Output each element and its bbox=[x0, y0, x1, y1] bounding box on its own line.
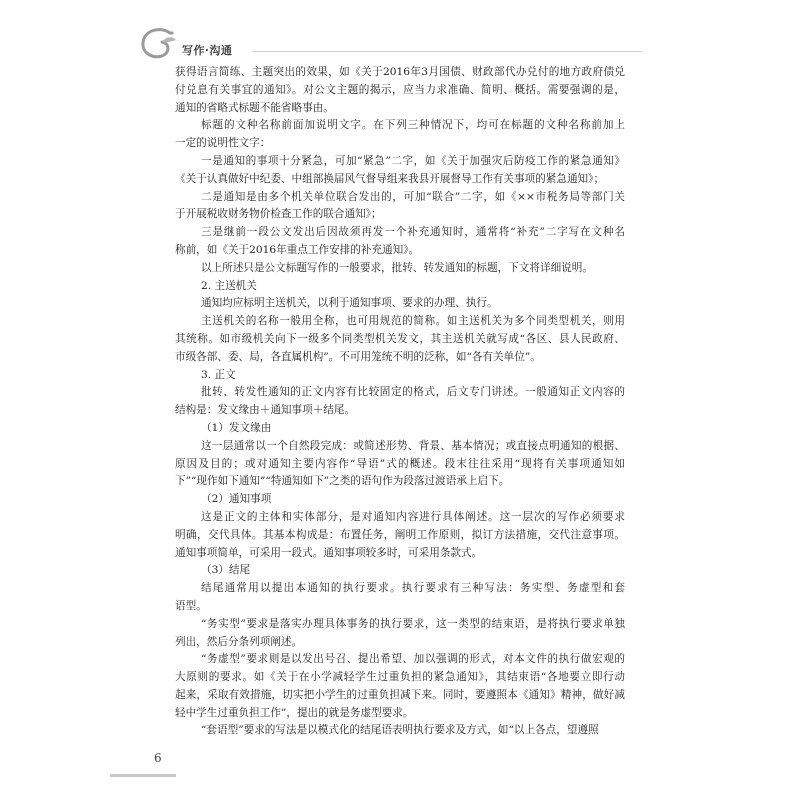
text-line: 标题的文种名称前面加说明文字。在下列三种情况下，均可在标题的文种名称前加上 bbox=[201, 119, 625, 132]
paragraph bbox=[175, 313, 625, 366]
section-heading bbox=[175, 491, 625, 509]
text-line: 明确，交代具体。其基本构成是：布置任务，阐明工作原则，拟订方法措施，交代注意事项。 bbox=[175, 528, 625, 541]
paragraph bbox=[175, 295, 625, 313]
paragraph bbox=[175, 722, 625, 740]
swirl-logo-icon bbox=[136, 24, 180, 64]
text-line: “务实型”要求是落实办理具体事务的执行要求，这一类型的结束语，是将执行要求单独 bbox=[201, 617, 625, 630]
section-heading-text: （2）通知事项 bbox=[201, 493, 272, 506]
text-line: 通知均应标明主送机关，以利于通知事项、要求的办理、执行。 bbox=[201, 297, 498, 310]
text-line: 批转、转发性通知的正文内容有比较固定的格式，后文专门讲述。一般通知正文内容的 bbox=[201, 386, 625, 399]
text-line: 通知事项简单，可采用一段式。通知事项较多时，可采用条款式。 bbox=[175, 546, 483, 559]
text-line: 列出，然后分条列项阐述。 bbox=[175, 635, 303, 648]
paragraph bbox=[175, 509, 625, 562]
text-line: 这是正文的主体和实体部分，是对通知内容进行具体阐述。这一层次的写作必须要求 bbox=[201, 510, 625, 523]
page-number: 6 bbox=[154, 751, 162, 765]
paragraph bbox=[175, 260, 625, 278]
section-heading bbox=[175, 562, 625, 580]
text-line: 主送机关的名称一般用全称，也可用规范的简称。如主送机关为多个同类型机关，则用 bbox=[201, 315, 625, 328]
text-line: 以上所述只是公文标题写作的一般要求，批转、转发通知的标题，下文将详细说明。 bbox=[201, 261, 593, 274]
section-heading-text: （1）发文缘由 bbox=[201, 421, 272, 434]
text-line: 称前，如《关于2016年重点工作安排的补充通知》。 bbox=[175, 243, 420, 256]
text-line: 下”“现作如下通知”“特通知如下”之类的语句作为段落过渡语承上启下。 bbox=[175, 475, 510, 488]
paragraph bbox=[175, 384, 625, 420]
text-line: 付兑息有关事宜的通知》。对公文主题的揭示，应当力求准确、简明、概括。需要强调的是， bbox=[175, 83, 625, 96]
text-line: “套语型”要求的写法是以模式化的结尾语表明执行要求及方式，如“以上各点，望遵照 bbox=[201, 724, 599, 737]
section-heading-text: 2. 主送机关 bbox=[201, 279, 257, 292]
text-line: 这一层通常以一个自然段完成：或简述形势、背景、基本情况；或直接点明通知的根据、 bbox=[201, 439, 625, 452]
header-rule bbox=[252, 51, 642, 52]
text-line: 语型。 bbox=[175, 599, 207, 612]
running-title: 写作·沟通 bbox=[182, 44, 233, 57]
text-line: 一定的说明性文字： bbox=[175, 137, 271, 150]
body-text bbox=[175, 64, 625, 740]
text-line: “务虚型”要求则是以发出号召、提出希望、加以强调的形式，对本文件的执行做宏观的 bbox=[201, 653, 625, 666]
text-line: 起来，采取有效措施，切实把小学生的过重负担减下来。同时，要遵照本《通知》精神，做好减 bbox=[175, 688, 625, 701]
paragraph bbox=[175, 117, 625, 153]
text-line: 《关于认真做好中纪委、中组部换届风气督导组来我县开展督导工作有关事项的紧急通知》； bbox=[175, 172, 605, 185]
text-line: 其统称。如市级机关向下一级多个同类型机关发文，其主送机关就写成“各区、县人民政府、 bbox=[175, 332, 625, 345]
section-heading-text: 3. 正文 bbox=[201, 368, 236, 381]
paragraph bbox=[175, 189, 625, 225]
text-line: 大原则的要求。如《关于在小学减轻学生过重负担的紧急通知》，其结束语“各地要立即行动 bbox=[175, 671, 625, 684]
text-line: 通知的省略式标题不能省略事由。 bbox=[175, 101, 334, 114]
text-line: 于开展税收财务物价检查工作的联合通知》； bbox=[175, 208, 382, 221]
text-line: 结构是：发文缘由＋通知事项＋结尾。 bbox=[175, 404, 356, 417]
paragraph bbox=[175, 153, 625, 189]
text-line: 一是通知的事项十分紧急，可加“紧急”二字，如《关于加强灾后防疫工作的紧急通知》 bbox=[201, 154, 625, 167]
text-line: 获得语言简练、主题突出的效果，如《关于2016年3月国债、财政部代办兑付的地方政府债兑 bbox=[175, 66, 625, 78]
text-line: 三是继前一段公文发出后因故须再发一个补充通知时，通常将“补充”二字写在文种名 bbox=[201, 226, 625, 239]
section-heading bbox=[175, 278, 625, 296]
section-heading bbox=[175, 367, 625, 385]
section-heading bbox=[175, 420, 625, 438]
section-heading-text: （3）结尾 bbox=[201, 564, 251, 577]
paragraph bbox=[175, 580, 625, 616]
text-line: 结尾通常用以提出本通知的执行要求。执行要求有三种写法：务实型、务虚型和套 bbox=[201, 582, 625, 595]
paragraph bbox=[175, 224, 625, 260]
footer-bar bbox=[110, 774, 176, 777]
paragraph bbox=[175, 616, 625, 652]
text-line: 二是通知是由多个机关单位联合发出的，可加“联合”二字，如《××市税务局等部门关 bbox=[201, 190, 625, 203]
paragraph bbox=[175, 651, 625, 722]
text-line: 原因及目的；或对通知主要内容作“导语”式的概述。段末往往采用“现将有关事项通知如 bbox=[175, 457, 625, 470]
paragraph bbox=[175, 438, 625, 491]
text-line: 轻中学生过重负担工作”，提出的就是务虚型要求。 bbox=[175, 706, 414, 719]
continued-paragraph bbox=[175, 64, 625, 117]
text-line: 市级各部、委、局，各直属机构”。不可用笼统不明的泛称，如“各有关单位”。 bbox=[175, 350, 541, 363]
